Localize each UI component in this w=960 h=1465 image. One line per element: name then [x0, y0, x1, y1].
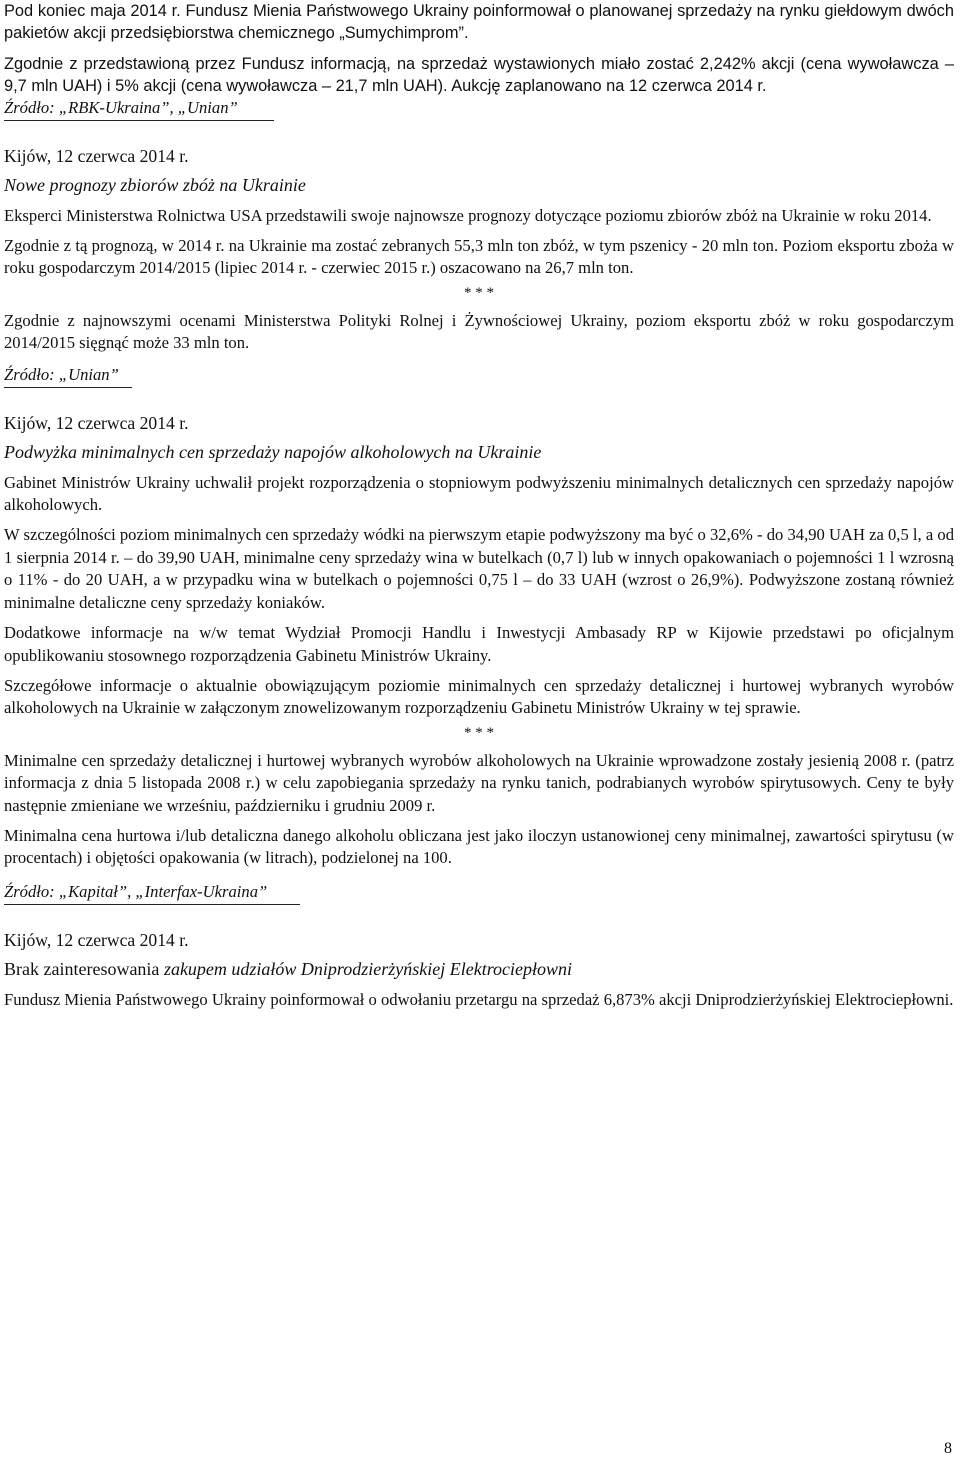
dateline: Kijów, 12 czerwca 2014 r. [4, 145, 189, 166]
dateline: Kijów, 12 czerwca 2014 r. [4, 412, 189, 433]
paragraph: Zgodnie z przedstawioną przez Fundusz informacją, na sprzedaż wystawionych miało zostać 2,242% akcji (cena wywoławcza – 9,7 mln UAH) i 5% akcji (cena wywoławcza – 21,7 mln UAH). Aukcję zaplanowano na 12 czerwca 2014 r. [4, 54, 954, 96]
article-title: Podwyżka minimalnych cen sprzedaży napojów alkoholowych na Ukrainie [4, 441, 542, 462]
paragraph: Zgodnie z tą prognozą, w 2014 r. na Ukrainie ma zostać zebranych 55,3 mln ton zbóż, w tym pszenicy - 20 mln ton. Poziom eksportu zboża w roku gospodarczym 2014/2015 (lipiec 2014 r. - czerwiec 2015 r.) oszacowano na 26,7 mln ton. [4, 236, 954, 278]
article-title: Nowe prognozy zbiorów zbóż na Ukrainie [4, 174, 306, 195]
paragraph: Minimalna cena hurtowa i/lub detaliczna danego alkoholu obliczana jest jako iloczyn ustanowionej ceny minimalnej, zawartości spirytusu (w procentach) i objętości opakowania (w litrach), podzielonej na 100. [4, 825, 954, 868]
paragraph: Eksperci Ministerstwa Rolnictwa USA przedstawili swoje najnowsze prognozy dotyczące poziomu zbiorów zbóż na Ukrainie w roku 2014. [4, 205, 932, 225]
separator: * * * [464, 284, 494, 301]
separator: * * * [464, 724, 494, 741]
paragraph: Fundusz Mienia Państwowego Ukrainy poinformował o odwołaniu przetargu na sprzedaż 6,873% akcji Dniprodzierżyńskiej Elektrociepłowni. [4, 989, 954, 1009]
paragraph: Dodatkowe informacje na w/w temat Wydział Promocji Handlu i Inwestycji Ambasady RP w Kijowie przedstawi po oficjalnym opublikowaniu stosownego rozporządzenia Gabinetu Ministrów Ukrainy. [4, 623, 954, 665]
dateline: Kijów, 12 czerwca 2014 r. [4, 929, 189, 950]
document-page [4, 0, 954, 1011]
page-number: 8 [944, 1440, 952, 1457]
paragraph: Szczegółowe informacje o aktualnie obowiązującym poziomie minimalnych cen sprzedaży detalicznej i hurtowej wybranych wyrobów alkoholowych na Ukrainie w załączonym znowelizowanym rozporządzeniu Gabinetu Ministrów Ukrainy w tej sprawie. [4, 675, 954, 718]
paragraph: Pod koniec maja 2014 r. Fundusz Mienia Państwowego Ukrainy poinformował o planowanej sprzedaży na rynku giełdowym dwóch pakietów akcji przedsiębiorstwa chemicznego „Sumychimprom”. [4, 2, 954, 43]
title-italic-part: zakupem udziałów Dniprodzierżyńskiej Elektrociepłowni [163, 958, 573, 979]
paragraph: Gabinet Ministrów Ukrainy uchwalił projekt rozporządzenia o stopniowym podwyższeniu minimalnych detalicznych cen sprzedaży napojów alkoholowych. [4, 472, 954, 515]
paragraph: W szczególności poziom minimalnych cen sprzedaży wódki na pierwszym etapie podwyższony ma być o 32,6% - do 34,90 UAH za 0,5 l, a od 1 sierpnia 2014 r. – do 39,90 UAH, minimalne ceny sprzedaży wina w butelkach (0,7 l) lub w innych opakowaniach o pojemności 1 l wzrosną o 11% - do 20 UAH, a w przypadku wina w butelkach o pojemności 0,75 l – do 33 UAH (wzrost o 26,9%). Podwyższone zostaną również minimalne detaliczne ceny sprzedaży koniaków. [4, 525, 954, 612]
source-note: Źródło: „Unian” [4, 365, 132, 388]
paragraph: Minimalne cen sprzedaży detalicznej i hurtowej wybranych wyrobów alkoholowych na Ukrainie wprowadzone zostały jesienią 2008 r. (patrz informacja z dnia 5 listopada 2008 r.) w celu zapobiegania sprzedaży na rynku tanich, podrabianych wyrobów spirytusowych. Ceny te były następnie zmieniane we wrześniu, październiku i grudniu 2009 r. [4, 750, 954, 815]
source-note: Źródło: „Kapitał”, „Interfax-Ukraina” [4, 882, 300, 905]
title-plain-part: Brak zainteresowania [4, 958, 164, 979]
source-note: Źródło: „RBK-Ukraina”, „Unian” [4, 98, 274, 121]
article-title [4, 957, 954, 981]
paragraph: Zgodnie z najnowszymi ocenami Ministerstwa Polityki Rolnej i Żywnościowej Ukrainy, poziom eksportu zbóż w roku gospodarczym 2014/2015 sięgnąć może 33 mln ton. [4, 310, 954, 353]
